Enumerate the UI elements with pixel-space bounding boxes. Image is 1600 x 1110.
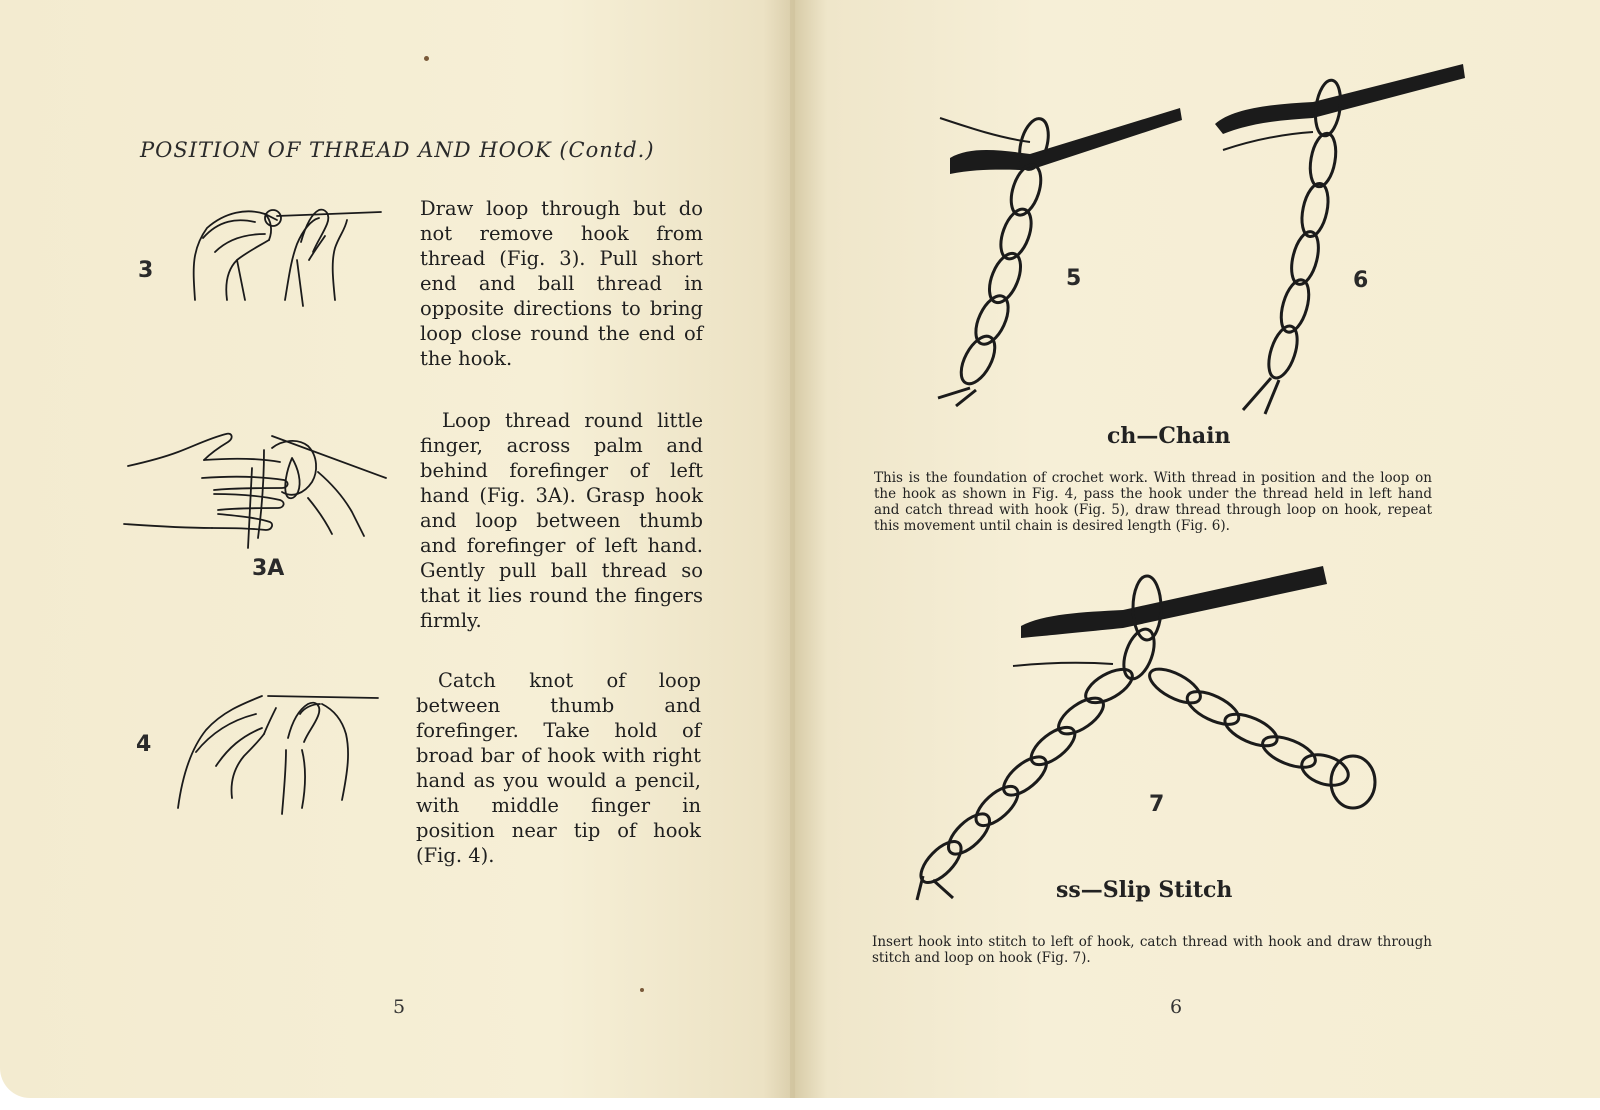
chain-description: This is the foundation of crochet work. With thread in position and the loop on the hook as shown in Fig. 4, pass the hook under the thread held in left hand and catch thread with hook (Fig. 5), draw thread through loop on hook, repeat this movement until chain is desired length (Fig. 6). [874, 470, 1432, 534]
page-number-left: 5 [393, 996, 406, 1018]
slip-stitch-description: Insert hook into stitch to left of hook, catch thread with hook and draw through stitch and loop on hook (Fig. 7). [872, 934, 1432, 966]
figure-4-label: 4 [136, 732, 152, 757]
chain-fig6-icon [1213, 60, 1473, 420]
step-4-text: Catch knot of loop between thumb and forefinger. Take hold of broad bar of hook with right hand as you would a pencil, with middle finger in position near tip of hook (Fig. 4). [416, 669, 701, 867]
figure-6-label: 6 [1353, 268, 1369, 293]
hands-crochet-fig4-icon [172, 690, 384, 820]
paper-speck [424, 56, 429, 61]
figure-7-label: 7 [1149, 792, 1165, 817]
step-3a-text: Loop thread round little finger, across palm and behind forefinger of left hand (Fig. 3A). Grasp hook and loop between thumb and forefinger of left hand. Gently pull ball thread so that it lies round the fingers firmly. [420, 409, 703, 632]
slip-stitch-fig7-icon [913, 566, 1393, 906]
chain-title: ch—Chain [1107, 423, 1231, 449]
figure-3-label: 3 [138, 258, 154, 283]
left-page [0, 0, 795, 1098]
figure-5-label: 5 [1066, 266, 1082, 291]
step-3-text: Draw loop through but do not remove hook from thread (Fig. 3). Pull short end and ball thread in opposite directions to bring loop close round the end of the hook. [420, 197, 703, 370]
chain-fig5-icon [930, 98, 1190, 408]
page-number-right: 6 [1170, 996, 1183, 1018]
paper-speck [640, 988, 644, 992]
hands-crochet-fig3-icon [185, 190, 385, 315]
page-heading: POSITION OF THREAD AND HOOK (Contd.) [140, 138, 655, 162]
slip-stitch-title: ss—Slip Stitch [1056, 877, 1233, 903]
hands-crochet-fig3a-icon [122, 428, 392, 558]
figure-3a-label: 3A [252, 556, 285, 581]
right-page [795, 0, 1600, 1098]
